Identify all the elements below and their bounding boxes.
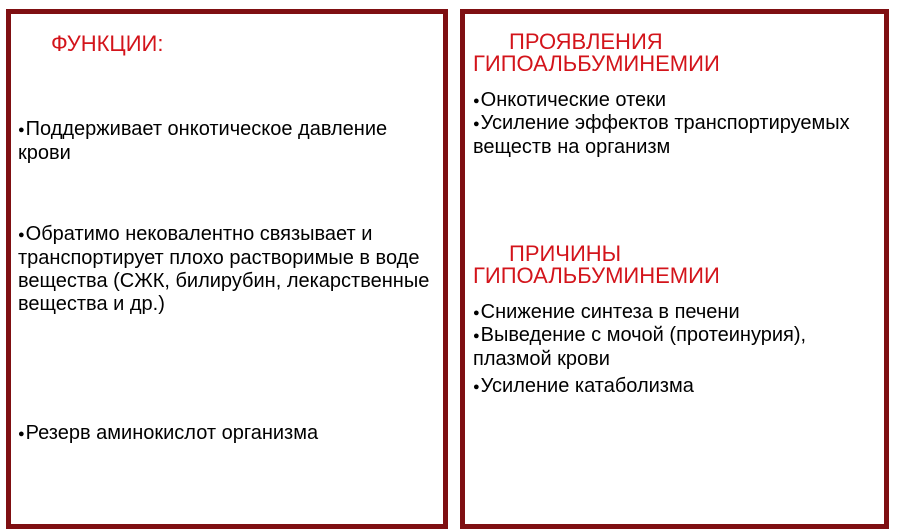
functions-item: ●Резерв аминокислот организма: [18, 422, 319, 444]
bullet-icon: ●: [18, 124, 25, 136]
bullet-icon: ●: [473, 381, 480, 393]
causes-item: ●Снижение синтеза в печени: [473, 301, 740, 323]
manifestations-item: ●Усиление эффектов транспортируемых веществ на организм: [473, 112, 850, 158]
hypoalbuminemia-panel: [460, 9, 889, 529]
bullet-icon: ●: [473, 307, 480, 319]
manifestations-title: ПРОЯВЛЕНИЯ ГИПОАЛЬБУМИНЕМИИ: [473, 29, 720, 76]
causes-title: ПРИЧИНЫ ГИПОАЛЬБУМИНЕМИИ: [473, 241, 720, 288]
bullet-icon: ●: [473, 95, 480, 107]
bullet-icon: ●: [473, 330, 480, 342]
manifestations-item: ●Онкотические отеки: [473, 89, 667, 111]
functions-panel: [6, 9, 448, 529]
bullet-icon: ●: [18, 229, 25, 241]
causes-item: ●Усиление катаболизма: [473, 375, 694, 397]
bullet-icon: ●: [18, 428, 25, 440]
functions-title: ФУНКЦИИ:: [51, 31, 164, 56]
causes-item: ●Выведение с мочой (протеинурия), плазмой крови: [473, 324, 807, 370]
functions-item: ●Поддерживает онкотическое давление крови: [18, 118, 388, 164]
functions-item: ●Обратимо нековалентно связывает и транспортирует плохо растворимые в воде вещества (СЖК, билирубин, лекарственные вещества и др.): [18, 223, 430, 315]
bullet-icon: ●: [473, 118, 480, 130]
